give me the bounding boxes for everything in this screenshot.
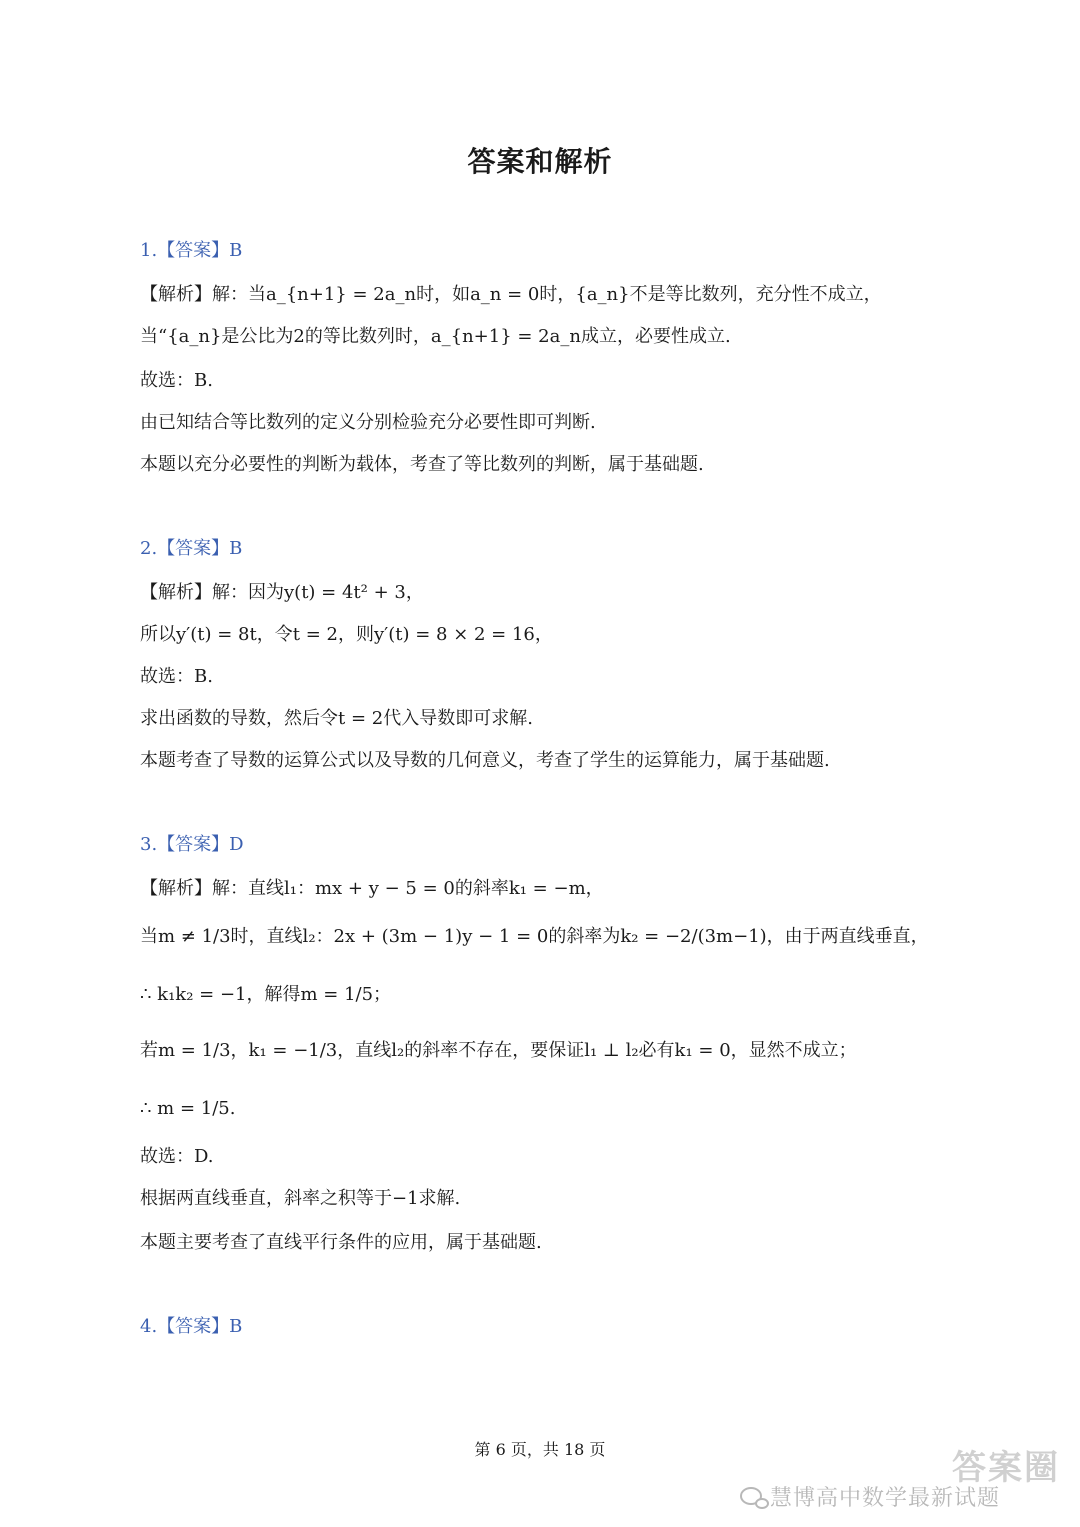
q1-method: 由已知结合等比数列的定义分别检验充分必要性即可判断. <box>140 412 596 433</box>
q3-analysis-line: ∴ k₁k₂ = −1，解得m = 1/5； <box>140 984 392 1005</box>
watermark-logo: 答案圈 <box>952 1448 1060 1488</box>
q2-answer: 2.【答案】B <box>140 538 243 559</box>
q3-summary: 本题主要考查了直线平行条件的应用，属于基础题. <box>140 1232 542 1253</box>
watermark-text: 慧博高中数学最新试题 <box>770 1485 1001 1511</box>
q1-analysis-line: 【解析】解：当a_{n+1} = 2a_n时，如a_n = 0时，{a_n}不是等比数列，充分性不成立， <box>140 284 882 305</box>
q1-answer: 1.【答案】B <box>140 240 243 261</box>
wechat-icon <box>740 1487 762 1505</box>
q4-answer: 4.【答案】B <box>140 1316 243 1337</box>
page-footer: 第 6 页，共 18 页 <box>474 1440 606 1459</box>
q2-choice: 故选：B. <box>140 666 213 687</box>
watermark <box>740 1448 1060 1522</box>
q3-choice: 故选：D. <box>140 1146 214 1167</box>
q1-choice: 故选：B. <box>140 370 213 391</box>
q3-analysis-line: ∴ m = 1/5. <box>140 1098 236 1119</box>
q1-analysis-line: 当“{a_n}是公比为2的等比数列时，a_{n+1} = 2a_n成立，必要性成立. <box>140 326 731 347</box>
q2-summary: 本题考查了导数的运算公式以及导数的几何意义，考查了学生的运算能力，属于基础题. <box>140 750 830 771</box>
q3-answer: 3.【答案】D <box>140 834 244 855</box>
q3-analysis-line: 【解析】解：直线l₁：mx + y − 5 = 0的斜率k₁ = −m， <box>140 878 604 899</box>
q3-method: 根据两直线垂直，斜率之积等于−1求解. <box>140 1188 461 1209</box>
q1-summary: 本题以充分必要性的判断为载体，考查了等比数列的判断，属于基础题. <box>140 454 704 475</box>
q3-analysis-line: 若m = 1/3，k₁ = −1/3，直线l₂的斜率不存在，要保证l₁ ⊥ l₂必有k₁ = 0，显然不成立； <box>140 1040 857 1061</box>
q2-method: 求出函数的导数，然后令t = 2代入导数即可求解. <box>140 708 533 729</box>
page-title: 答案和解析 <box>467 145 613 178</box>
q2-analysis-line: 【解析】解：因为y(t) = 4t² + 3， <box>140 582 424 603</box>
q3-analysis-line: 当m ≠ 1/3时，直线l₂：2x + (3m − 1)y − 1 = 0的斜率为k₂ = −2/(3m−1)，由于两直线垂直， <box>140 926 929 947</box>
q2-analysis-line: 所以y′(t) = 8t，令t = 2，则y′(t) = 8 × 2 = 16， <box>140 624 553 645</box>
